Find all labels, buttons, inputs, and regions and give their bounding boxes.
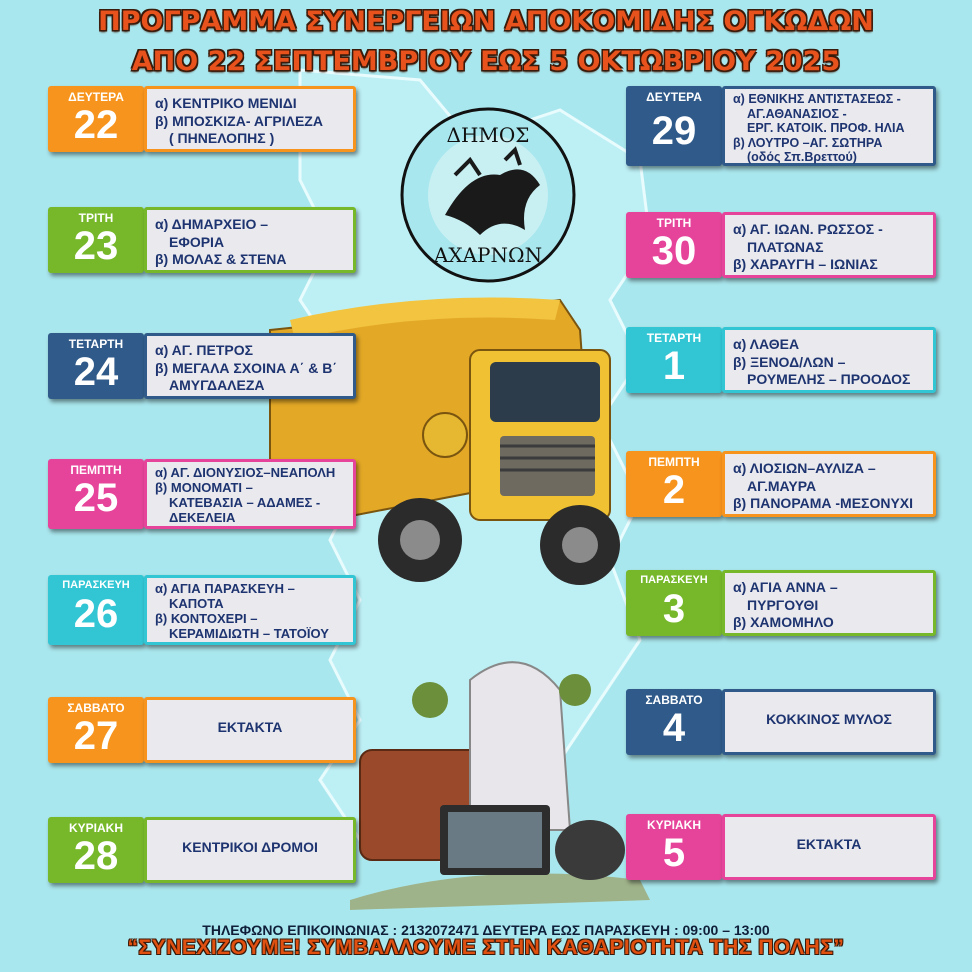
- day-number: 22: [73, 103, 119, 147]
- area-list: [722, 570, 936, 636]
- area-line: ΡΟΥΜΕΛΗΣ – ΠΡΟΟΔΟΣ: [747, 371, 911, 387]
- day-badge: [626, 689, 722, 755]
- area-line: ΚΕΡΑΜΙΔΙΩΤΗ – ΤΑΤΟΪΟΥ: [169, 626, 329, 641]
- day-badge: [626, 451, 722, 517]
- day-number: 26: [73, 592, 119, 636]
- area-list: [722, 451, 936, 517]
- area-list: [144, 333, 356, 399]
- area-line: α) ΑΓΙΑ ΑΝΝΑ –: [733, 579, 838, 595]
- day-number: 25: [73, 476, 119, 520]
- day-number: 27: [73, 714, 119, 758]
- day-badge: [48, 333, 144, 399]
- logo-bottom-text: ΑΧΑΡΝΩΝ: [433, 243, 543, 267]
- area-line: ΠΥΡΓΟΥΘΙ: [747, 596, 819, 613]
- area-line: ΑΓ.ΜΑΥΡΑ: [747, 477, 817, 494]
- area-list: [722, 86, 936, 166]
- day-number: 2: [662, 468, 686, 512]
- area-list: [144, 459, 356, 529]
- day-name: ΚΥΡΙΑΚΗ: [646, 818, 701, 832]
- day-badge: [48, 575, 144, 645]
- day-name: ΚΥΡΙΑΚΗ: [68, 821, 123, 835]
- day-number: 30: [651, 229, 697, 273]
- day-badge: [48, 207, 144, 273]
- area-line: ΕΡΓ. ΚΑΤΟΙΚ. ΠΡΟΦ. ΗΛΙΑ: [747, 121, 905, 135]
- day-number: 1: [662, 344, 686, 388]
- day-badge: [48, 86, 144, 152]
- page-title-line1: ΠΡΟΓΡΑΜΜΑ ΣΥΝΕΡΓΕΙΩΝ ΑΠΟΚΟΜΙΔΗΣ ΟΓΚΩΔΩΝ: [98, 6, 874, 37]
- area-list: [144, 207, 356, 273]
- area-line: α) ΛΙΟΣΙΩΝ–ΑΥΛΙΖΑ –: [733, 460, 876, 476]
- day-name: ΔΕΥΤΕΡΑ: [646, 90, 702, 104]
- area-line: β) ΜΟΝΟΜΑΤΙ –: [155, 480, 253, 495]
- day-badge: [48, 459, 144, 529]
- day-name: ΠΕΜΠΤΗ: [648, 455, 700, 469]
- area-list: [144, 697, 356, 763]
- area-line: (οδός Σπ.Βρεττού): [747, 150, 857, 164]
- area-line: ΕΚΤΑΚΤΑ: [796, 836, 862, 852]
- day-number: 24: [73, 350, 119, 394]
- area-line: ΚΕΝΤΡΙΚΟΙ ΔΡΟΜΟΙ: [182, 839, 318, 855]
- day-number: 3: [662, 587, 686, 631]
- area-line: ΕΚΤΑΚΤΑ: [217, 719, 283, 735]
- day-name: ΣΑΒΒΑΤΟ: [67, 701, 125, 715]
- area-line: ΑΓ.ΑΘΑΝΑΣΙΟΣ -: [747, 106, 847, 121]
- day-name: ΤΡΙΤΗ: [656, 216, 692, 230]
- day-badge: [626, 327, 722, 393]
- area-line: β) ΞΕΝΟΔ/ΛΩΝ –: [733, 353, 846, 370]
- day-name: ΠΕΜΠΤΗ: [70, 463, 122, 477]
- area-list: [144, 86, 356, 152]
- day-badge: [48, 817, 144, 883]
- area-line: ( ΠΗΝΕΛΟΠΗΣ ): [169, 130, 275, 146]
- area-list: [144, 575, 356, 645]
- area-line: β) ΚΟΝΤΟΧΕΡΙ –: [155, 611, 258, 626]
- area-line: ΠΛΑΤΩΝΑΣ: [747, 238, 824, 255]
- area-line: α) ΑΓ. ΙΩΑΝ. ΡΩΣΣΟΣ -: [733, 221, 883, 237]
- area-line: α) ΕΘΝΙΚΗΣ ΑΝΤΙΣΤΑΣΕΩΣ -: [733, 92, 901, 106]
- area-line: ΔΕΚΕΛΕΙΑ: [169, 510, 236, 525]
- day-name: ΤΡΙΤΗ: [78, 211, 114, 225]
- slogan: “ΣΥΝΕΧΙΖΟΥΜΕ! ΣΥΜΒΑΛΛΟΥΜΕ ΣΤΗΝ ΚΑΘΑΡΙΟΤΗΤΑ ΤΗΣ ΠΟΛΗΣ”: [127, 936, 845, 959]
- area-line: α) ΔΗΜΑΡΧΕΙΟ –: [155, 216, 269, 232]
- day-number: 23: [73, 224, 119, 268]
- area-line: β) ΠΑΝΟΡΑΜΑ -ΜΕΣΟΝΥΧΙ: [733, 495, 914, 511]
- day-badge: [626, 814, 722, 880]
- area-line: ΑΜΥΓΔΑΛΕΖΑ: [169, 377, 265, 393]
- area-line: α) ΛΑΘΕΑ: [733, 336, 800, 352]
- day-number: 4: [662, 706, 686, 750]
- area-list: [144, 817, 356, 883]
- day-name: ΣΑΒΒΑΤΟ: [645, 693, 703, 707]
- contact-info: ΤΗΛΕΦΩΝΟ ΕΠΙΚΟΙΝΩΝΙΑΣ : 2132072471 ΔΕΥΤΕΡΑ ΕΩΣ ΠΑΡΑΣΚΕΥΗ : 09:00 – 13:00: [202, 922, 770, 938]
- day-name: ΔΕΥΤΕΡΑ: [68, 90, 124, 104]
- day-badge: [626, 570, 722, 636]
- area-line: β) ΧΑΜΟΜΗΛΟ: [733, 614, 834, 630]
- area-line: ΕΦΟΡΙΑ: [169, 233, 225, 250]
- day-name: ΠΑΡΑΣΚΕΥΗ: [62, 579, 130, 591]
- day-number: 28: [73, 834, 119, 878]
- municipality-logo: [402, 109, 574, 281]
- area-line: ΚΟΚΚΙΝΟΣ ΜΥΛΟΣ: [766, 711, 892, 727]
- area-list: [722, 212, 936, 278]
- area-line: α) ΑΓΙΑ ΠΑΡΑΣΚΕΥΗ –: [155, 581, 295, 596]
- area-line: α) ΚΕΝΤΡΙΚΟ ΜΕΝΙΔΙ: [155, 95, 297, 111]
- area-list: [722, 814, 936, 880]
- area-line: α) ΑΓ. ΔΙΟΝΥΣΙΟΣ–ΝΕΑΠΟΛΗ: [155, 465, 336, 480]
- day-name: ΤΕΤΑΡΤΗ: [68, 337, 124, 351]
- day-number: 29: [651, 109, 697, 153]
- area-line: α) ΑΓ. ΠΕΤΡΟΣ: [155, 342, 254, 358]
- logo-top-text: ΔΗΜΟΣ: [446, 123, 530, 147]
- day-name: ΠΑΡΑΣΚΕΥΗ: [640, 574, 708, 586]
- day-badge: [48, 697, 144, 763]
- area-line: ΚΑΤΕΒΑΣΙΑ – ΑΔΑΜΕΣ -: [169, 495, 321, 510]
- day-number: 5: [662, 831, 686, 875]
- area-line: β) ΜΕΓΑΛΑ ΣΧΟΙΝΑ Α΄ & Β΄: [155, 359, 337, 376]
- area-line: β) ΧΑΡΑΥΓΗ – ΙΩΝΙΑΣ: [733, 256, 878, 272]
- area-list: [722, 327, 936, 393]
- page-title-line2: ΑΠΟ 22 ΣΕΠΤΕΜΒΡΙΟΥ ΕΩΣ 5 ΟΚΤΩΒΡΙΟΥ 2025: [131, 46, 841, 77]
- area-line: β) ΛΟΥΤΡΟ –ΑΓ. ΣΩΤΗΡΑ: [733, 135, 883, 150]
- day-badge: [626, 212, 722, 278]
- area-list: [722, 689, 936, 755]
- area-line: β) ΜΟΛΑΣ & ΣΤΕΝΑ: [155, 251, 287, 267]
- day-badge: [626, 86, 722, 166]
- day-name: ΤΕΤΑΡΤΗ: [646, 331, 702, 345]
- area-line: ΚΑΠΟΤΑ: [169, 596, 224, 611]
- area-line: β) ΜΠΟΣΚΙΖΑ- ΑΓΡΙΛΕΖΑ: [155, 112, 323, 129]
